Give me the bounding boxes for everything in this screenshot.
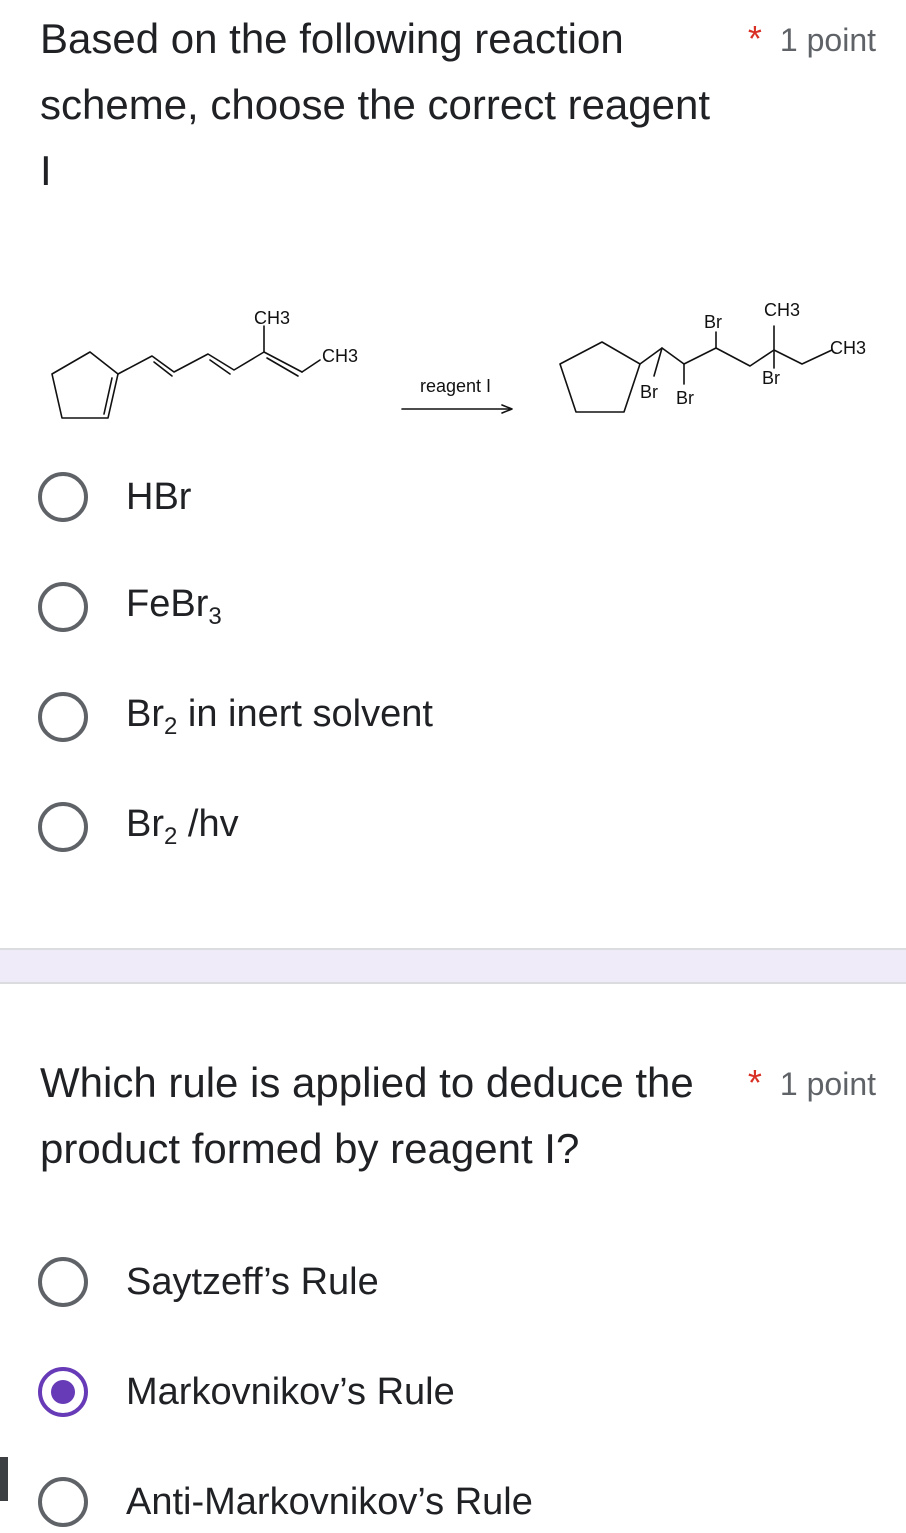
option-label: Saytzeff’s Rule xyxy=(126,1260,379,1303)
radio-unchecked-icon[interactable] xyxy=(38,692,88,742)
question-1-title: Based on the following reaction scheme, choose the correct reagent I xyxy=(40,15,711,194)
reactant-ch3-right-label: CH3 xyxy=(322,346,359,366)
question-2-title: Which rule is applied to deduce the product formed by reagent I? xyxy=(40,1059,694,1172)
points-label: 1 point xyxy=(779,1066,876,1102)
points-label: 1 point xyxy=(779,22,876,58)
cyclopentane-ring xyxy=(560,342,640,412)
option-markovnikov-rule[interactable] xyxy=(38,1363,455,1421)
radio-unchecked-icon[interactable] xyxy=(38,1477,88,1527)
cyclopentene-ring xyxy=(52,352,118,418)
product-ch3-right-label: CH3 xyxy=(830,338,867,358)
option-label: Markovnikov’s Rule xyxy=(126,1370,455,1413)
product-ch3-top-label: CH3 xyxy=(764,300,801,320)
option-anti-markovnikov-rule[interactable] xyxy=(38,1473,533,1531)
option-br2-hv[interactable] xyxy=(38,798,239,856)
option-hbr[interactable] xyxy=(38,468,191,526)
question-1-points xyxy=(748,6,876,73)
option-label: $Br_2$ /hv xyxy=(126,803,239,850)
radio-unchecked-icon[interactable] xyxy=(38,582,88,632)
product-br-top-label: Br xyxy=(704,312,722,332)
reaction-scheme-image xyxy=(40,288,880,428)
option-label: $Br_2$ in inert solvent xyxy=(126,693,433,740)
product-br-left-label: Br xyxy=(640,382,658,402)
product-chain xyxy=(640,348,832,366)
reagent-label: reagent I xyxy=(420,376,492,396)
section-divider xyxy=(0,948,906,984)
option-febr3[interactable] xyxy=(38,578,222,636)
option-saytzeff-rule[interactable] xyxy=(38,1253,379,1311)
scroll-edge-marker xyxy=(0,1457,8,1501)
product-br-mid-label: Br xyxy=(762,368,780,388)
radio-unchecked-icon[interactable] xyxy=(38,802,88,852)
question-2-points xyxy=(748,1050,876,1117)
radio-checked-icon[interactable] xyxy=(38,1367,88,1417)
radio-unchecked-icon[interactable] xyxy=(38,472,88,522)
product-br-bottom-label: Br xyxy=(676,388,694,408)
option-label: Anti-Markovnikov’s Rule xyxy=(126,1480,533,1523)
required-star-icon: * xyxy=(747,18,762,59)
option-label: HBr xyxy=(126,475,192,518)
radio-unchecked-icon[interactable] xyxy=(38,1257,88,1307)
option-br2-inert-solvent[interactable] xyxy=(38,688,433,746)
option-label: FeBr$_3$ xyxy=(126,583,222,630)
reactant-ch3-top-label: CH3 xyxy=(254,308,291,328)
required-star-icon: * xyxy=(747,1062,762,1103)
